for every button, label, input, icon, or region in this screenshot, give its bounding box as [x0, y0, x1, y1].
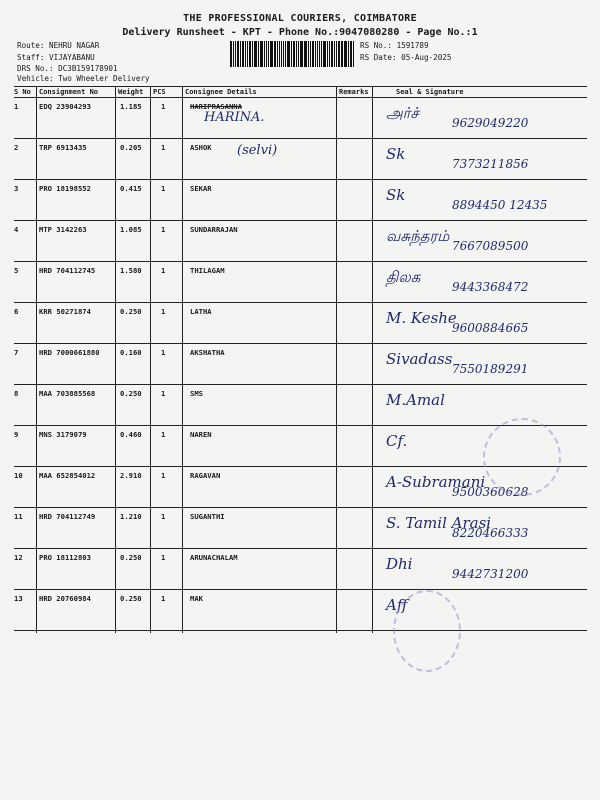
rs-date: RS Date: 05-Aug-2025	[360, 53, 452, 62]
handwritten-signature: Sk	[386, 145, 406, 163]
handwritten-signature: அர்ச்	[386, 104, 419, 122]
col-divider	[150, 86, 151, 633]
barcode-bar	[235, 41, 236, 67]
barcode-bar	[254, 41, 257, 67]
barcode-bar	[230, 41, 232, 67]
row-pcs: 1	[161, 266, 166, 275]
row-sno: 4	[14, 225, 19, 234]
row-weight: 0.205	[120, 143, 142, 152]
col-divider	[115, 86, 116, 633]
row-divider	[14, 179, 587, 180]
handwritten-signature: Sivadass	[386, 350, 453, 368]
row-consignment: EDQ 23904293	[39, 102, 91, 111]
handwritten-phone: 9443368472	[452, 280, 529, 294]
col-consignment: Consignment No	[39, 88, 99, 96]
row-consignee: NAREN	[190, 430, 212, 439]
barcode-bar	[329, 41, 330, 67]
handwritten-phone: 9442731200	[452, 567, 529, 581]
header-bottom-border	[14, 97, 587, 98]
handwritten-name: (selvi)	[237, 143, 278, 158]
barcode-bar	[344, 41, 347, 67]
col-seal: Seal & Signature	[396, 88, 464, 96]
handwritten-signature: Aff	[386, 596, 408, 614]
row-consignee: SMS	[190, 389, 203, 398]
barcode-bar	[310, 41, 311, 67]
row-consignee: SUNDARRAJAN	[190, 225, 238, 234]
barcode-bar	[240, 41, 241, 67]
row-weight: 2.910	[120, 471, 142, 480]
barcode-bar	[291, 41, 292, 67]
barcode-bar	[268, 41, 269, 67]
row-consignment: MTP 3142263	[39, 225, 87, 234]
col-remarks: Remarks	[339, 88, 369, 96]
row-pcs: 1	[161, 430, 166, 439]
row-consignment: PRO 18198552	[39, 184, 91, 193]
row-pcs: 1	[161, 471, 166, 480]
row-pcs: 1	[161, 512, 166, 521]
barcode-bar	[304, 41, 307, 67]
barcode	[230, 41, 355, 67]
row-consignment: KRR 50271874	[39, 307, 91, 316]
row-sno: 1	[14, 102, 19, 111]
barcode-bar	[274, 41, 276, 67]
handwritten-phone: 7550189291	[452, 362, 529, 376]
company-title: THE PROFESSIONAL COURIERS, COIMBATORE	[183, 13, 417, 24]
route-label: Route: NEHRU NAGAR	[17, 41, 100, 50]
barcode-bar	[353, 41, 354, 67]
row-sno: 8	[14, 389, 19, 398]
row-pcs: 1	[161, 225, 166, 234]
row-consignee: SUGANTHI	[190, 512, 225, 521]
barcode-bar	[270, 41, 273, 67]
col-divider	[36, 86, 37, 633]
barcode-bar	[331, 41, 333, 67]
runsheet-title: Delivery Runsheet - KPT - Phone No.:9047080280 - Page No.:1	[122, 27, 478, 38]
row-consignee: ASHOK	[190, 143, 212, 152]
row-weight: 0.250	[120, 307, 142, 316]
row-weight: 1.185	[120, 102, 142, 111]
col-weight: Weight	[118, 88, 144, 96]
handwritten-phone: 8894450 12435	[452, 198, 548, 212]
barcode-bar	[293, 41, 295, 67]
row-sno: 3	[14, 184, 19, 193]
row-consignment: HRD 20760984	[39, 594, 91, 603]
row-weight: 0.250	[120, 389, 142, 398]
row-consignee: ARUNACHALAM	[190, 553, 238, 562]
row-sno: 13	[14, 594, 23, 603]
row-consignee: THILAGAM	[190, 266, 225, 275]
row-weight: 1.210	[120, 512, 142, 521]
row-weight: 0.460	[120, 430, 142, 439]
row-weight: 0.160	[120, 348, 142, 357]
barcode-bar	[327, 41, 328, 67]
row-consignment: TRP 6913435	[39, 143, 87, 152]
row-consignment: MAA 703885568	[39, 389, 96, 398]
row-pcs: 1	[161, 102, 166, 111]
barcode-bar	[334, 41, 335, 67]
handwritten-signature: வசுந்தரம்	[386, 227, 450, 245]
barcode-bar	[258, 41, 259, 67]
row-sno: 5	[14, 266, 19, 275]
barcode-bar	[260, 41, 261, 67]
handwritten-phone: 7373211856	[452, 157, 529, 171]
row-pcs: 1	[161, 184, 166, 193]
row-sno: 6	[14, 307, 19, 316]
stamp-seal	[483, 418, 561, 496]
barcode-bar	[279, 41, 280, 67]
barcode-bar	[342, 41, 343, 67]
row-pcs: 1	[161, 143, 166, 152]
row-consignment: HRD 704112745	[39, 266, 96, 275]
barcode-bar	[249, 41, 251, 67]
barcode-bar	[321, 41, 322, 67]
barcode-bar	[252, 41, 253, 67]
row-pcs: 1	[161, 553, 166, 562]
drs-label: DRS No.: DC3B159178901	[17, 64, 118, 73]
row-consignee: RAGAVAN	[190, 471, 221, 480]
handwritten-phone: 9629049220	[452, 116, 529, 130]
row-divider	[14, 138, 587, 139]
row-pcs: 1	[161, 307, 166, 316]
barcode-bar	[323, 41, 326, 67]
row-divider	[14, 507, 587, 508]
barcode-bar	[237, 41, 240, 67]
barcode-bar	[319, 41, 321, 67]
handwritten-signature: Dhi	[386, 555, 413, 573]
row-sno: 11	[14, 512, 23, 521]
row-divider	[14, 384, 587, 385]
col-divider	[372, 86, 373, 633]
row-pcs: 1	[161, 348, 166, 357]
barcode-bar	[247, 41, 248, 67]
barcode-bar	[261, 41, 263, 67]
row-consignment: MNS 3179079	[39, 430, 87, 439]
row-divider	[14, 220, 587, 221]
handwritten-signature: திலக	[386, 268, 421, 286]
row-consignee: LATHA	[190, 307, 212, 316]
row-divider	[14, 589, 587, 590]
barcode-bar	[277, 41, 278, 67]
barcode-bar	[315, 41, 316, 67]
handwritten-phone: 8220466333	[452, 526, 529, 540]
handwritten-signature: M.Amal	[386, 391, 445, 409]
row-consignee: HARIPRASANNA	[190, 102, 242, 111]
row-weight: 0.250	[120, 594, 142, 603]
barcode-bar	[296, 41, 297, 67]
barcode-bar	[308, 41, 309, 67]
row-sno: 7	[14, 348, 19, 357]
col-divider	[182, 86, 183, 633]
barcode-bar	[300, 41, 301, 67]
barcode-bar	[285, 41, 286, 67]
row-consignee: MAK	[190, 594, 203, 603]
barcode-bar	[341, 41, 342, 67]
row-consignee: SEKAR	[190, 184, 212, 193]
rs-number: RS No.: 1591789	[360, 41, 429, 50]
barcode-bar	[336, 41, 337, 67]
row-pcs: 1	[161, 389, 166, 398]
handwritten-signature: Cf.	[386, 432, 408, 450]
handwritten-phone: 7667089500	[452, 239, 529, 253]
barcode-bar	[245, 41, 246, 67]
barcode-bar	[312, 41, 314, 67]
handwritten-signature: Sk	[386, 186, 406, 204]
barcode-bar	[317, 41, 318, 67]
barcode-bar	[298, 41, 299, 67]
handwritten-phone: 9600884665	[452, 321, 529, 335]
handwritten-signature: S. Tamil Arasi	[386, 514, 492, 532]
row-weight: 1.580	[120, 266, 142, 275]
barcode-bar	[233, 41, 234, 67]
barcode-bar	[266, 41, 267, 67]
handwritten-signature: A-Subramani	[386, 473, 486, 491]
barcode-bar	[281, 41, 283, 67]
handwritten-phone: 9500360628	[452, 485, 529, 499]
row-divider	[14, 630, 587, 631]
row-consignment: HRD 7000661880	[39, 348, 100, 357]
row-sno: 2	[14, 143, 19, 152]
col-details: Consignee Details	[185, 88, 257, 96]
col-divider	[336, 86, 337, 633]
stamp-seal	[393, 590, 461, 672]
barcode-bar	[301, 41, 303, 67]
row-divider	[14, 548, 587, 549]
barcode-bar	[287, 41, 290, 67]
row-divider	[14, 343, 587, 344]
barcode-bar	[350, 41, 352, 67]
row-divider	[14, 261, 587, 262]
barcode-bar	[348, 41, 349, 67]
row-sno: 12	[14, 553, 23, 562]
row-consignment: MAA 652854012	[39, 471, 96, 480]
row-sno: 9	[14, 430, 19, 439]
row-consignee: AKSHATHA	[190, 348, 225, 357]
barcode-bar	[283, 41, 284, 67]
handwritten-signature: M. Keshe	[386, 309, 457, 327]
vehicle-label: Vehicle: Two Wheeler Delivery	[17, 74, 150, 83]
row-consignment: HRD 704112749	[39, 512, 96, 521]
row-divider	[14, 302, 587, 303]
row-weight: 0.250	[120, 553, 142, 562]
handwritten-name: HARINA.	[204, 110, 265, 125]
staff-label: Staff: VIJAYABANU	[17, 53, 95, 62]
barcode-bar	[264, 41, 265, 67]
barcode-bar	[242, 41, 244, 67]
row-sno: 10	[14, 471, 23, 480]
table-top-border	[14, 86, 587, 87]
row-weight: 0.415	[120, 184, 142, 193]
col-pcs: PCS	[153, 88, 166, 96]
row-consignment: PRO 18112803	[39, 553, 91, 562]
row-weight: 1.085	[120, 225, 142, 234]
barcode-bar	[338, 41, 340, 67]
col-sno: S No	[14, 88, 31, 96]
row-pcs: 1	[161, 594, 166, 603]
